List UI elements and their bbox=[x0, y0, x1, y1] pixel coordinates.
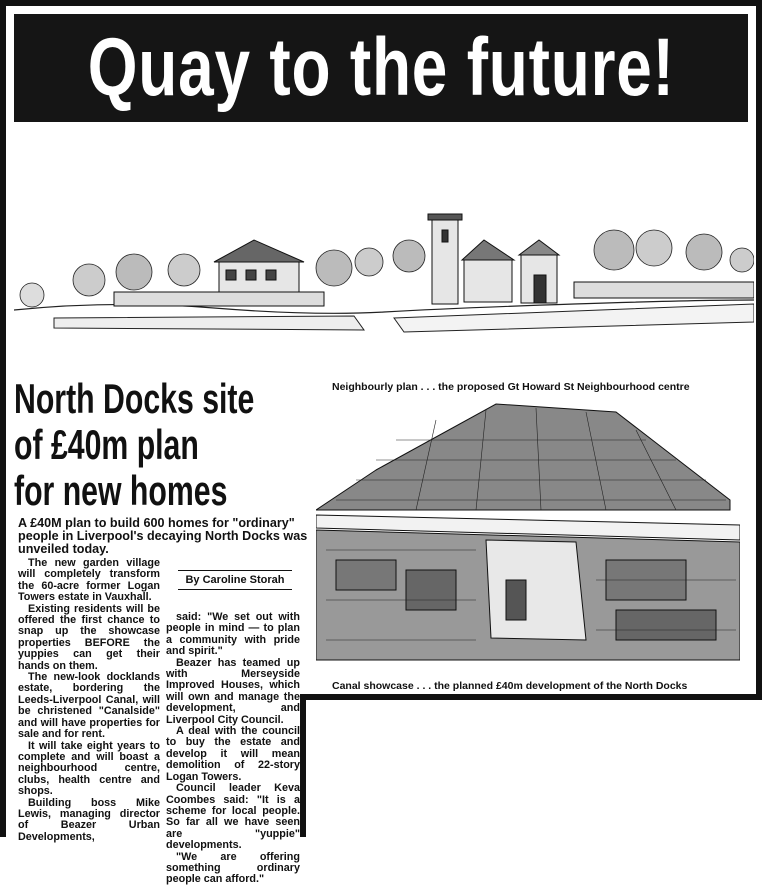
headline-line-2: of £40m plan bbox=[14, 421, 199, 468]
byline: By Caroline Storah bbox=[178, 570, 292, 590]
paragraph: Beazer has teamed up with Merseyside Improved Houses, which will own and manage the development, and Liverpool City Council. bbox=[166, 656, 300, 726]
article-headline bbox=[14, 376, 304, 514]
paragraph: It will take eight years to complete and will boast a neighbourhood centre, clubs, health centre and shops. bbox=[18, 739, 160, 798]
paragraph: The new garden village will completely transform the 60-acre former Logan Towers estate in Vauxhall. bbox=[18, 557, 160, 604]
article-column-right bbox=[166, 612, 300, 886]
paragraph: "We are offering something ordinary people can afford." bbox=[166, 850, 300, 886]
aerial-caption-top: Neighbourly plan . . . the proposed Gt Howard St Neighbourhood centre bbox=[332, 381, 690, 393]
clipping-border-lower bbox=[300, 694, 762, 700]
headline-line-3: for new homes bbox=[14, 467, 228, 514]
paragraph: The new-look docklands estate, bordering the Leeds-Liverpool Canal, will be christened "Canalside" and will have properties for sale and for rent. bbox=[18, 671, 160, 741]
paragraph: A deal with the council to buy the estate and develop it will mean demolition of 22-story Logan Towers. bbox=[166, 725, 300, 783]
paragraph: said: "We set out with people in mind — to plan a community with pride and spirit." bbox=[166, 611, 300, 658]
clipping-border-right bbox=[756, 0, 762, 700]
headline-line-1: North Docks site bbox=[14, 375, 255, 422]
street-sketch-illustration bbox=[14, 200, 754, 350]
banner bbox=[14, 14, 748, 122]
paragraph: Building boss Mike Lewis, managing director of Beazer Urban Developments, bbox=[18, 796, 160, 843]
aerial-caption-bottom: Canal showcase . . . the planned £40m development of the North Docks bbox=[332, 680, 688, 692]
paragraph: Existing residents will be offered the first chance to snap up the showcase properties BEFORE the yuppies can get their hands on them. bbox=[18, 602, 160, 672]
clipping-border-inner bbox=[300, 700, 306, 837]
article-column-left bbox=[18, 558, 160, 843]
banner-headline: Quay to the future! bbox=[87, 22, 675, 113]
article-standfirst: A £40M plan to build 600 homes for "ordinary" people in Liverpool's decaying North Docks was unveiled today. bbox=[18, 516, 308, 556]
paragraph: Council leader Keva Coombes said: "It is a scheme for local people. So far all we have seen are "yuppie" developments. bbox=[166, 782, 300, 852]
clipping-border-left bbox=[0, 0, 6, 837]
aerial-sketch-illustration bbox=[316, 400, 740, 672]
clipping-border-top bbox=[0, 0, 760, 6]
